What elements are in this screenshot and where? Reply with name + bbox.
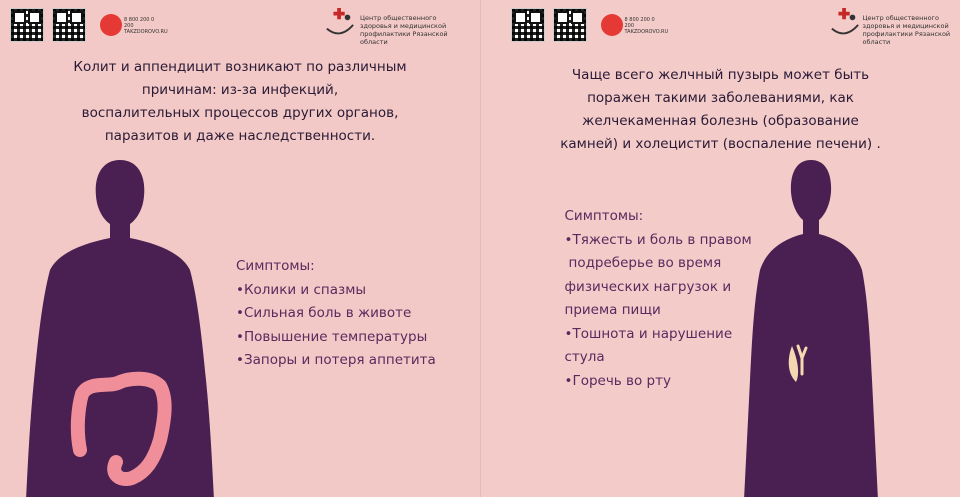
symptom-item: •Запоры и потеря аппетита bbox=[236, 352, 436, 368]
qr-code-icon bbox=[511, 8, 545, 42]
health-center-logo-icon bbox=[827, 8, 863, 38]
right-panel bbox=[480, 0, 960, 497]
hotline-text: 8 800 200 0 200 TAKZDOROVO.RU bbox=[124, 17, 168, 35]
intro-text: Чаще всего желчный пузырь может быть поражен такими заболеваниями, как желчекаменная болезнь (образование камней) и холецистит (воспаление печени) . bbox=[560, 67, 881, 152]
hotline-logo-icon bbox=[100, 14, 122, 36]
org-name: Центр общественного здоровья и медицинской профилактики Рязанской области bbox=[862, 14, 951, 46]
hotline-text: 8 800 200 0 200 TAKZDOROVO.RU bbox=[624, 17, 669, 35]
qr-code-icon bbox=[553, 8, 587, 42]
symptoms-title: Симптомы: bbox=[564, 208, 644, 224]
symptom-item: •Повышение температуры bbox=[236, 328, 428, 345]
symptoms-list bbox=[236, 255, 436, 373]
symptom-item: •Сильная боль в животе bbox=[236, 305, 412, 321]
symptom-item: •Тяжесть и боль в правом bbox=[564, 231, 752, 248]
symptom-item: подреберье во время bbox=[568, 255, 722, 271]
symptom-item: •Колики и спазмы bbox=[236, 281, 367, 298]
symptom-item: стула bbox=[564, 349, 605, 365]
symptom-item: •Тошнота и нарушение bbox=[564, 325, 733, 342]
body-silhouette-icon bbox=[736, 160, 886, 497]
hotline-logo-icon bbox=[601, 14, 623, 36]
health-center-logo-icon bbox=[322, 8, 358, 38]
symptoms-list bbox=[565, 205, 752, 393]
symptom-item: физических нагрузок и bbox=[564, 278, 732, 295]
body-silhouette-icon bbox=[20, 160, 220, 497]
symptom-item: приема пищи bbox=[564, 302, 661, 318]
intro-text: Колит и аппендицит возникают по различным причинам: из-за инфекций, воспалительных процессов других органов, паразитов и даже наследственности. bbox=[73, 59, 407, 144]
org-name: Центр общественного здоровья и медицинской профилактики Рязанской области bbox=[360, 14, 448, 46]
qr-code-icon bbox=[10, 8, 44, 42]
symptoms-title: Симптомы: bbox=[236, 258, 315, 274]
symptom-item: •Горечь во рту bbox=[564, 372, 671, 389]
qr-code-icon bbox=[52, 8, 86, 42]
